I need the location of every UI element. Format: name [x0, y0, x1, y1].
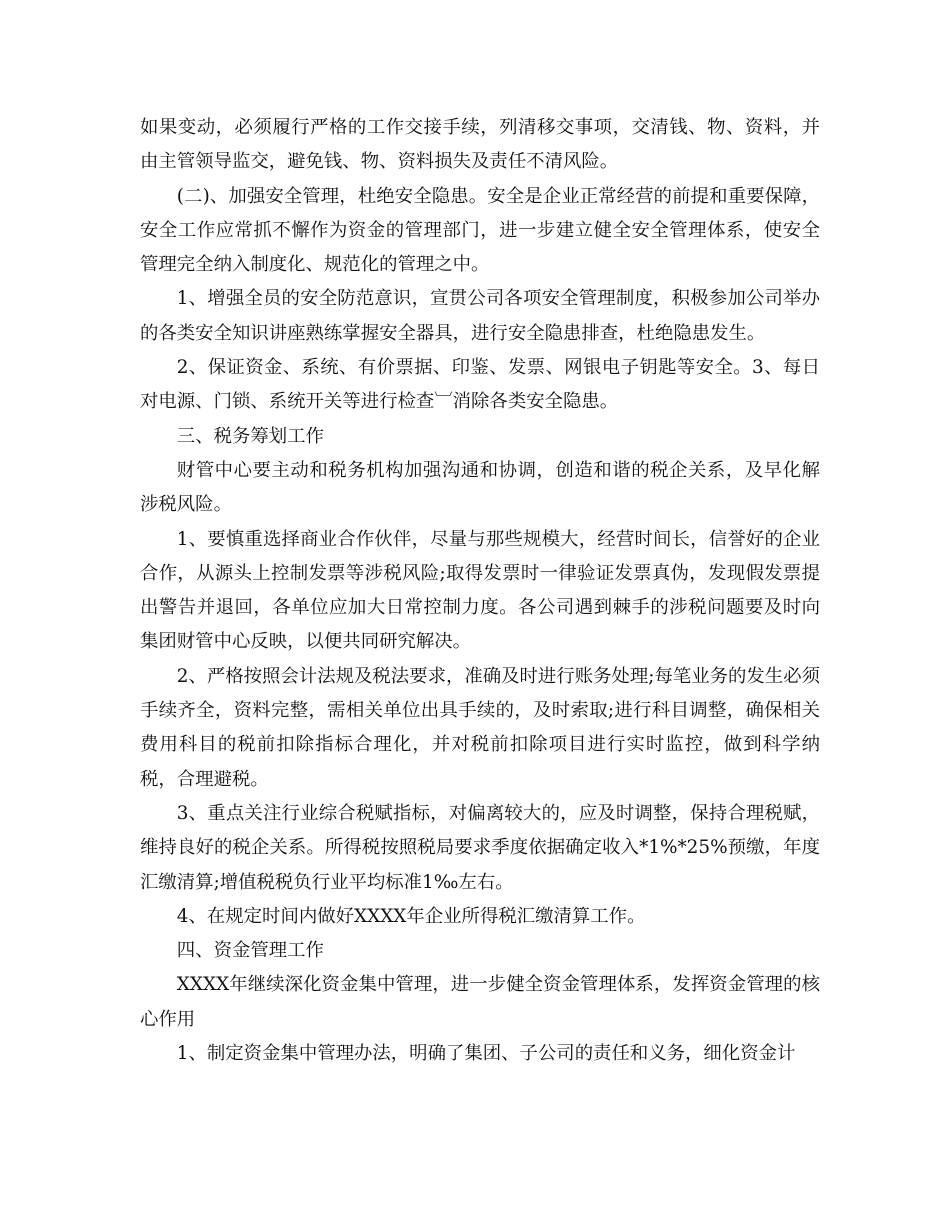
paragraph-tax-intro: 财管中心要主动和税务机构加强沟通和协调，创造和谐的税企关系，及早化解涉税风险。: [140, 459, 820, 516]
section-heading-tax-planning: 三、税务筹划工作: [176, 425, 324, 447]
paragraph-safety-management: (二)、加强安全管理，杜绝安全隐患。安全是企业正常经营的前提和重要保障，安全工作应常抓不懈作为资金的管理部门，进一步建立健全安全管理体系，使安全管理完全纳入制度化、规范化的管理之中。: [140, 185, 820, 276]
paragraph-tax-item-4: 4、在规定时间内做好XXXX年企业所得税汇缴清算工作。: [176, 905, 646, 927]
paragraph-safety-item-1: 1、增强全员的安全防范意识，宣贯公司各项安全管理制度，积极参加公司举办的各类安全知识讲座熟练掌握安全器具，进行安全隐患排查，杜绝隐患发生。: [140, 288, 820, 344]
paragraph-tax-item-3: 3、重点关注行业综合税赋指标，对偏离较大的，应及时调整，保持合理税赋，维持良好的税企关系。所得税按照税局要求季度依据确定收入*1%*25%预缴，年度汇缴清算;增值税税负行业平均标准1‰左右。: [140, 802, 820, 893]
paragraph-tax-item-2: 2、严格按照会计法规及税法要求，准确及时进行账务处理;每笔业务的发生必须手续齐全，资料完整，需相关单位出具手续的，及时索取;进行科目调整，确保相关费用科目的税前扣除指标合理化，并对税前扣除项目进行实时监控，做到科学纳税，合理避税。: [140, 665, 820, 790]
paragraph-tax-item-1: 1、要慎重选择商业合作伙伴，尽量与那些规模大，经营时间长，信誉好的企业合作，从源头上控制发票等涉税风险;取得发票时一律验证发票真伪，发现假发票提出警告并退回，各单位应加大日常控制力度。各公司遇到棘手的涉税问题要及时向集团财管中心反映，以便共同研究解决。: [140, 528, 820, 653]
paragraph-safety-item-2-3: 2、保证资金、系统、有价票据、印鉴、发票、网银电子钥匙等安全。3、每日对电源、门锁、系统开关等进行检查︺消除各类安全隐患。: [140, 357, 820, 413]
document-body: [140, 111, 820, 1071]
paragraph-fund-item-1: 1、制定资金集中管理办法，明确了集团、子公司的责任和义务，细化资金计: [176, 1043, 796, 1065]
paragraph-continuation: 如果变动，必须履行严格的工作交接手续，列清移交事项，交清钱、物、资料，并由主管领导监交，避免钱、物、资料损失及责任不清风险。: [140, 117, 820, 173]
paragraph-fund-intro: XXXX年继续深化资金集中管理，进一步健全资金管理体系，发挥资金管理的核心作用: [140, 974, 820, 1030]
section-heading-fund-management: 四、资金管理工作: [176, 940, 324, 962]
